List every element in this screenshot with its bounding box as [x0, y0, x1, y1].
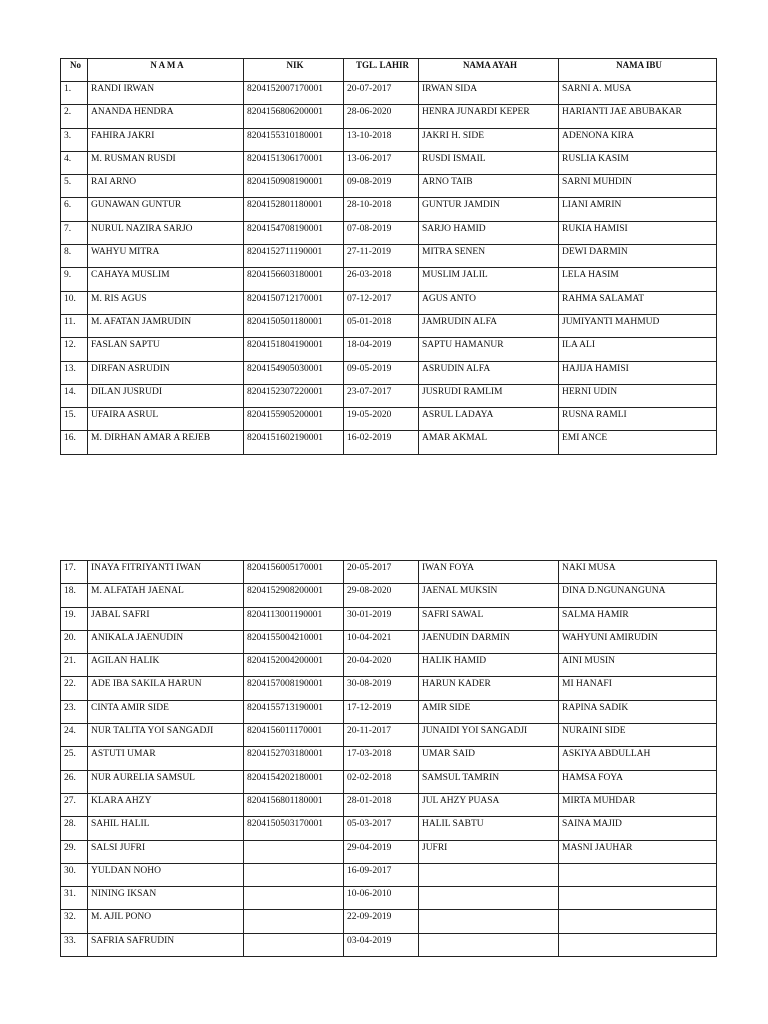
cell-tgl-lahir: 16-02-2019	[344, 431, 419, 454]
cell-nama-ayah: AMIR SIDE	[419, 700, 559, 723]
table-row	[61, 654, 717, 677]
table-row	[61, 677, 717, 700]
cell-nik: 8204154708190001	[244, 221, 344, 244]
cell-nama-ibu: ADENONA KIRA	[559, 128, 717, 151]
table-row	[61, 175, 717, 198]
header-tgl-lahir: TGL. LAHIR	[344, 59, 419, 82]
cell-no: 30.	[61, 863, 88, 886]
cell-nama: M. AFATAN JAMRUDIN	[88, 314, 244, 337]
cell-no: 8.	[61, 245, 88, 268]
cell-no: 21.	[61, 654, 88, 677]
cell-tgl-lahir: 16-09-2017	[344, 863, 419, 886]
cell-no: 33.	[61, 933, 88, 956]
cell-tgl-lahir: 18-04-2019	[344, 338, 419, 361]
cell-nik: 8204151804190001	[244, 338, 344, 361]
cell-tgl-lahir: 28-10-2018	[344, 198, 419, 221]
cell-nama-ayah: ARNO TAIB	[419, 175, 559, 198]
cell-nik: 8204156801180001	[244, 793, 344, 816]
cell-nama-ibu: RUSNA RAMLI	[559, 408, 717, 431]
cell-nik	[244, 933, 344, 956]
cell-nama: FASLAN SAPTU	[88, 338, 244, 361]
table-row	[61, 910, 717, 933]
cell-tgl-lahir: 10-04-2021	[344, 630, 419, 653]
cell-nik: 8204150501180001	[244, 314, 344, 337]
cell-tgl-lahir: 07-12-2017	[344, 291, 419, 314]
table-header-row	[61, 59, 717, 82]
cell-nik: 8204150503170001	[244, 817, 344, 840]
cell-no: 5.	[61, 175, 88, 198]
cell-tgl-lahir: 28-01-2018	[344, 793, 419, 816]
table-row	[61, 82, 717, 105]
cell-nama-ayah: SARJO HAMID	[419, 221, 559, 244]
cell-nik: 8204152307220001	[244, 384, 344, 407]
table-row	[61, 793, 717, 816]
cell-nama: SAFRIA SAFRUDIN	[88, 933, 244, 956]
cell-nama-ayah: UMAR SAID	[419, 747, 559, 770]
cell-nama-ayah: SAFRI SAWAL	[419, 607, 559, 630]
cell-nama-ibu: RAPINA SADIK	[559, 700, 717, 723]
cell-no: 26.	[61, 770, 88, 793]
cell-nama-ibu: MIRTA MUHDAR	[559, 793, 717, 816]
cell-tgl-lahir: 22-09-2019	[344, 910, 419, 933]
cell-nama-ibu: HAJIJA HAMISI	[559, 361, 717, 384]
table-row	[61, 384, 717, 407]
cell-nama-ayah: RUSDI ISMAIL	[419, 151, 559, 174]
cell-nik: 8204152801180001	[244, 198, 344, 221]
cell-nama-ayah: JAENUDIN DARMIN	[419, 630, 559, 653]
cell-nama-ibu: RUSLIA KASIM	[559, 151, 717, 174]
cell-tgl-lahir: 26-03-2018	[344, 268, 419, 291]
cell-nik: 8204150908190001	[244, 175, 344, 198]
cell-no: 32.	[61, 910, 88, 933]
cell-no: 23.	[61, 700, 88, 723]
cell-no: 3.	[61, 128, 88, 151]
cell-nama-ibu: RAHMA SALAMAT	[559, 291, 717, 314]
cell-nama: NINING IKSAN	[88, 887, 244, 910]
cell-nik: 8204156011170001	[244, 724, 344, 747]
cell-nama-ayah	[419, 910, 559, 933]
cell-tgl-lahir: 05-01-2018	[344, 314, 419, 337]
cell-nama-ayah: HARUN KADER	[419, 677, 559, 700]
cell-nama: GUNAWAN GUNTUR	[88, 198, 244, 221]
cell-nama: M. DIRHAN AMAR A REJEB	[88, 431, 244, 454]
cell-nama: INAYA FITRIYANTI IWAN	[88, 561, 244, 584]
cell-tgl-lahir: 13-10-2018	[344, 128, 419, 151]
cell-nik	[244, 863, 344, 886]
cell-nik	[244, 840, 344, 863]
cell-nama: CINTA AMIR SIDE	[88, 700, 244, 723]
cell-nama: M. RUSMAN RUSDI	[88, 151, 244, 174]
cell-nama-ayah: ASRUL LADAYA	[419, 408, 559, 431]
cell-tgl-lahir: 20-07-2017	[344, 82, 419, 105]
cell-nama-ayah: JUFRI	[419, 840, 559, 863]
cell-tgl-lahir: 13-06-2017	[344, 151, 419, 174]
table-row	[61, 291, 717, 314]
table-row	[61, 198, 717, 221]
cell-nama-ibu: NURAINI SIDE	[559, 724, 717, 747]
cell-nama: RAI ARNO	[88, 175, 244, 198]
cell-nama-ibu: WAHYUNI AMIRUDIN	[559, 630, 717, 653]
cell-nama-ibu: LIANI AMRIN	[559, 198, 717, 221]
cell-nama-ayah: IWAN FOYA	[419, 561, 559, 584]
cell-nama-ayah: JAKRI H. SIDE	[419, 128, 559, 151]
table-row	[61, 747, 717, 770]
cell-tgl-lahir: 07-08-2019	[344, 221, 419, 244]
cell-nama: ADE IBA SAKILA HARUN	[88, 677, 244, 700]
table-row	[61, 933, 717, 956]
header-no: No	[61, 59, 88, 82]
cell-nama-ayah: SAMSUL TAMRIN	[419, 770, 559, 793]
cell-tgl-lahir: 30-08-2019	[344, 677, 419, 700]
cell-nama: DIRFAN ASRUDIN	[88, 361, 244, 384]
table-row	[61, 630, 717, 653]
cell-nama: RANDI IRWAN	[88, 82, 244, 105]
cell-nama: AGILAN HALIK	[88, 654, 244, 677]
cell-nik: 8204152004200001	[244, 654, 344, 677]
cell-nama-ayah: HALIL SABTU	[419, 817, 559, 840]
cell-nik: 8204113001190001	[244, 607, 344, 630]
cell-nama-ayah: JUL AHZY PUASA	[419, 793, 559, 816]
cell-nama: UFAIRA ASRUL	[88, 408, 244, 431]
cell-nama-ibu: ILA ALI	[559, 338, 717, 361]
cell-nama-ayah: MITRA SENEN	[419, 245, 559, 268]
cell-nama-ibu: HERNI UDIN	[559, 384, 717, 407]
cell-nama-ayah: HENRA JUNARDI KEPER	[419, 105, 559, 128]
cell-nik	[244, 887, 344, 910]
cell-nama: FAHIRA JAKRI	[88, 128, 244, 151]
cell-tgl-lahir: 05-03-2017	[344, 817, 419, 840]
cell-nik: 8204152711190001	[244, 245, 344, 268]
cell-nama: M. ALFATAH JAENAL	[88, 584, 244, 607]
cell-nama-ibu: ASKIYA ABDULLAH	[559, 747, 717, 770]
cell-nama-ayah: SAPTU HAMANUR	[419, 338, 559, 361]
header-nama: N A M A	[88, 59, 244, 82]
cell-nama: NUR AURELIA SAMSUL	[88, 770, 244, 793]
cell-nama-ibu: EMI ANCE	[559, 431, 717, 454]
cell-nama-ibu: RUKIA HAMISI	[559, 221, 717, 244]
table-row	[61, 268, 717, 291]
cell-tgl-lahir: 17-12-2019	[344, 700, 419, 723]
cell-no: 4.	[61, 151, 88, 174]
cell-no: 14.	[61, 384, 88, 407]
table-row	[61, 128, 717, 151]
cell-nama-ibu: SAINA MAJID	[559, 817, 717, 840]
table-row	[61, 770, 717, 793]
cell-tgl-lahir: 20-04-2020	[344, 654, 419, 677]
cell-nik: 8204154202180001	[244, 770, 344, 793]
cell-nama-ayah	[419, 933, 559, 956]
student-table-page-1	[60, 58, 717, 455]
cell-no: 22.	[61, 677, 88, 700]
cell-no: 24.	[61, 724, 88, 747]
cell-no: 12.	[61, 338, 88, 361]
cell-no: 27.	[61, 793, 88, 816]
table-row	[61, 408, 717, 431]
table-row	[61, 245, 717, 268]
table-row	[61, 887, 717, 910]
cell-nik: 8204155713190001	[244, 700, 344, 723]
header-nik: NIK	[244, 59, 344, 82]
cell-tgl-lahir: 29-04-2019	[344, 840, 419, 863]
cell-nama: M. RIS AGUS	[88, 291, 244, 314]
cell-nik: 8204155905200001	[244, 408, 344, 431]
cell-nama: KLARA AHZY	[88, 793, 244, 816]
cell-tgl-lahir: 09-08-2019	[344, 175, 419, 198]
cell-nama-ayah	[419, 863, 559, 886]
cell-nik: 8204150712170001	[244, 291, 344, 314]
cell-nik: 8204151602190001	[244, 431, 344, 454]
cell-nik: 8204155310180001	[244, 128, 344, 151]
cell-nik: 8204151306170001	[244, 151, 344, 174]
cell-nama-ibu: SALMA HAMIR	[559, 607, 717, 630]
cell-nik: 8204154905030001	[244, 361, 344, 384]
cell-no: 18.	[61, 584, 88, 607]
cell-nama-ibu: DINA D.NGUNANGUNA	[559, 584, 717, 607]
cell-nama-ibu: MI HANAFI	[559, 677, 717, 700]
cell-nik: 8204156806200001	[244, 105, 344, 128]
table-row	[61, 817, 717, 840]
cell-no: 2.	[61, 105, 88, 128]
cell-tgl-lahir: 02-02-2018	[344, 770, 419, 793]
table-row	[61, 840, 717, 863]
table-body-1	[61, 82, 717, 455]
cell-nama-ibu: SARNI A. MUSA	[559, 82, 717, 105]
cell-no: 1.	[61, 82, 88, 105]
cell-nama-ayah: JUSRUDI RAMLIM	[419, 384, 559, 407]
cell-no: 29.	[61, 840, 88, 863]
cell-nama-ayah: AGUS ANTO	[419, 291, 559, 314]
cell-tgl-lahir: 17-03-2018	[344, 747, 419, 770]
table-row	[61, 607, 717, 630]
cell-tgl-lahir: 20-11-2017	[344, 724, 419, 747]
cell-no: 6.	[61, 198, 88, 221]
cell-nama-ayah	[419, 887, 559, 910]
cell-nama-ibu	[559, 863, 717, 886]
cell-nama-ibu: SARNI MUHDIN	[559, 175, 717, 198]
cell-nik: 8204155004210001	[244, 630, 344, 653]
cell-tgl-lahir: 19-05-2020	[344, 408, 419, 431]
cell-nik: 8204152007170001	[244, 82, 344, 105]
cell-nama: WAHYU MITRA	[88, 245, 244, 268]
cell-nama-ibu: AINI MUSIN	[559, 654, 717, 677]
cell-nama: SALSI JUFRI	[88, 840, 244, 863]
table-body-2	[61, 561, 717, 957]
cell-nama: CAHAYA MUSLIM	[88, 268, 244, 291]
table-row	[61, 361, 717, 384]
cell-nama-ibu: HAMSA FOYA	[559, 770, 717, 793]
cell-tgl-lahir: 29-08-2020	[344, 584, 419, 607]
cell-nik	[244, 910, 344, 933]
header-nama-ayah: NAMA AYAH	[419, 59, 559, 82]
cell-nama: ANIKALA JAENUDIN	[88, 630, 244, 653]
cell-nama-ayah: JUNAIDI YOI SANGADJI	[419, 724, 559, 747]
cell-tgl-lahir: 03-04-2019	[344, 933, 419, 956]
table-row	[61, 105, 717, 128]
cell-tgl-lahir: 23-07-2017	[344, 384, 419, 407]
cell-nama-ibu: MASNI JAUHAR	[559, 840, 717, 863]
cell-no: 19.	[61, 607, 88, 630]
cell-tgl-lahir: 20-05-2017	[344, 561, 419, 584]
cell-nama: JABAL SAFRI	[88, 607, 244, 630]
cell-tgl-lahir: 27-11-2019	[344, 245, 419, 268]
cell-nama-ayah: JAENAL MUKSIN	[419, 584, 559, 607]
cell-no: 16.	[61, 431, 88, 454]
cell-nama-ibu: LELA HASIM	[559, 268, 717, 291]
table-row	[61, 431, 717, 454]
cell-no: 9.	[61, 268, 88, 291]
cell-nama: SAHIL HALIL	[88, 817, 244, 840]
table-row	[61, 151, 717, 174]
cell-nama-ibu: JUMIYANTI MAHMUD	[559, 314, 717, 337]
cell-no: 20.	[61, 630, 88, 653]
cell-nama-ayah: AMAR AKMAL	[419, 431, 559, 454]
cell-nik: 8204156603180001	[244, 268, 344, 291]
table-row	[61, 584, 717, 607]
cell-nik: 8204152908200001	[244, 584, 344, 607]
cell-no: 15.	[61, 408, 88, 431]
table-row	[61, 221, 717, 244]
cell-nik: 8204157008190001	[244, 677, 344, 700]
table-row	[61, 700, 717, 723]
cell-nama-ayah: HALIK HAMID	[419, 654, 559, 677]
cell-nama-ibu	[559, 887, 717, 910]
cell-nama-ayah: JAMRUDIN ALFA	[419, 314, 559, 337]
table-row	[61, 314, 717, 337]
cell-no: 31.	[61, 887, 88, 910]
table-row	[61, 561, 717, 584]
table-row	[61, 863, 717, 886]
cell-no: 11.	[61, 314, 88, 337]
cell-nik: 8204156005170001	[244, 561, 344, 584]
cell-tgl-lahir: 09-05-2019	[344, 361, 419, 384]
cell-nama: DILAN JUSRUDI	[88, 384, 244, 407]
cell-nama: NURUL NAZIRA SARJO	[88, 221, 244, 244]
cell-nama-ayah: MUSLIM JALIL	[419, 268, 559, 291]
cell-nama-ayah: ASRUDIN ALFA	[419, 361, 559, 384]
cell-nama-ibu	[559, 910, 717, 933]
cell-nama: YULDAN NOHO	[88, 863, 244, 886]
cell-nik: 8204152703180001	[244, 747, 344, 770]
student-table-page-2	[60, 560, 717, 957]
cell-nama-ibu: DEWI DARMIN	[559, 245, 717, 268]
cell-nama-ayah: IRWAN SIDA	[419, 82, 559, 105]
cell-nama-ibu	[559, 933, 717, 956]
cell-nama-ayah: GUNTUR JAMDIN	[419, 198, 559, 221]
cell-nama: M. AJIL PONO	[88, 910, 244, 933]
cell-no: 13.	[61, 361, 88, 384]
table-row	[61, 724, 717, 747]
cell-no: 10.	[61, 291, 88, 314]
cell-no: 28.	[61, 817, 88, 840]
cell-tgl-lahir: 30-01-2019	[344, 607, 419, 630]
cell-no: 17.	[61, 561, 88, 584]
cell-no: 25.	[61, 747, 88, 770]
cell-nama: NUR TALITA YOI SANGADJI	[88, 724, 244, 747]
cell-no: 7.	[61, 221, 88, 244]
cell-nama-ibu: NAKI MUSA	[559, 561, 717, 584]
cell-nama: ASTUTI UMAR	[88, 747, 244, 770]
cell-nama-ibu: HARIANTI JAE ABUBAKAR	[559, 105, 717, 128]
cell-tgl-lahir: 28-06-2020	[344, 105, 419, 128]
cell-nama: ANANDA HENDRA	[88, 105, 244, 128]
table-row	[61, 338, 717, 361]
header-nama-ibu: NAMA IBU	[559, 59, 717, 82]
cell-tgl-lahir: 10-06-2010	[344, 887, 419, 910]
